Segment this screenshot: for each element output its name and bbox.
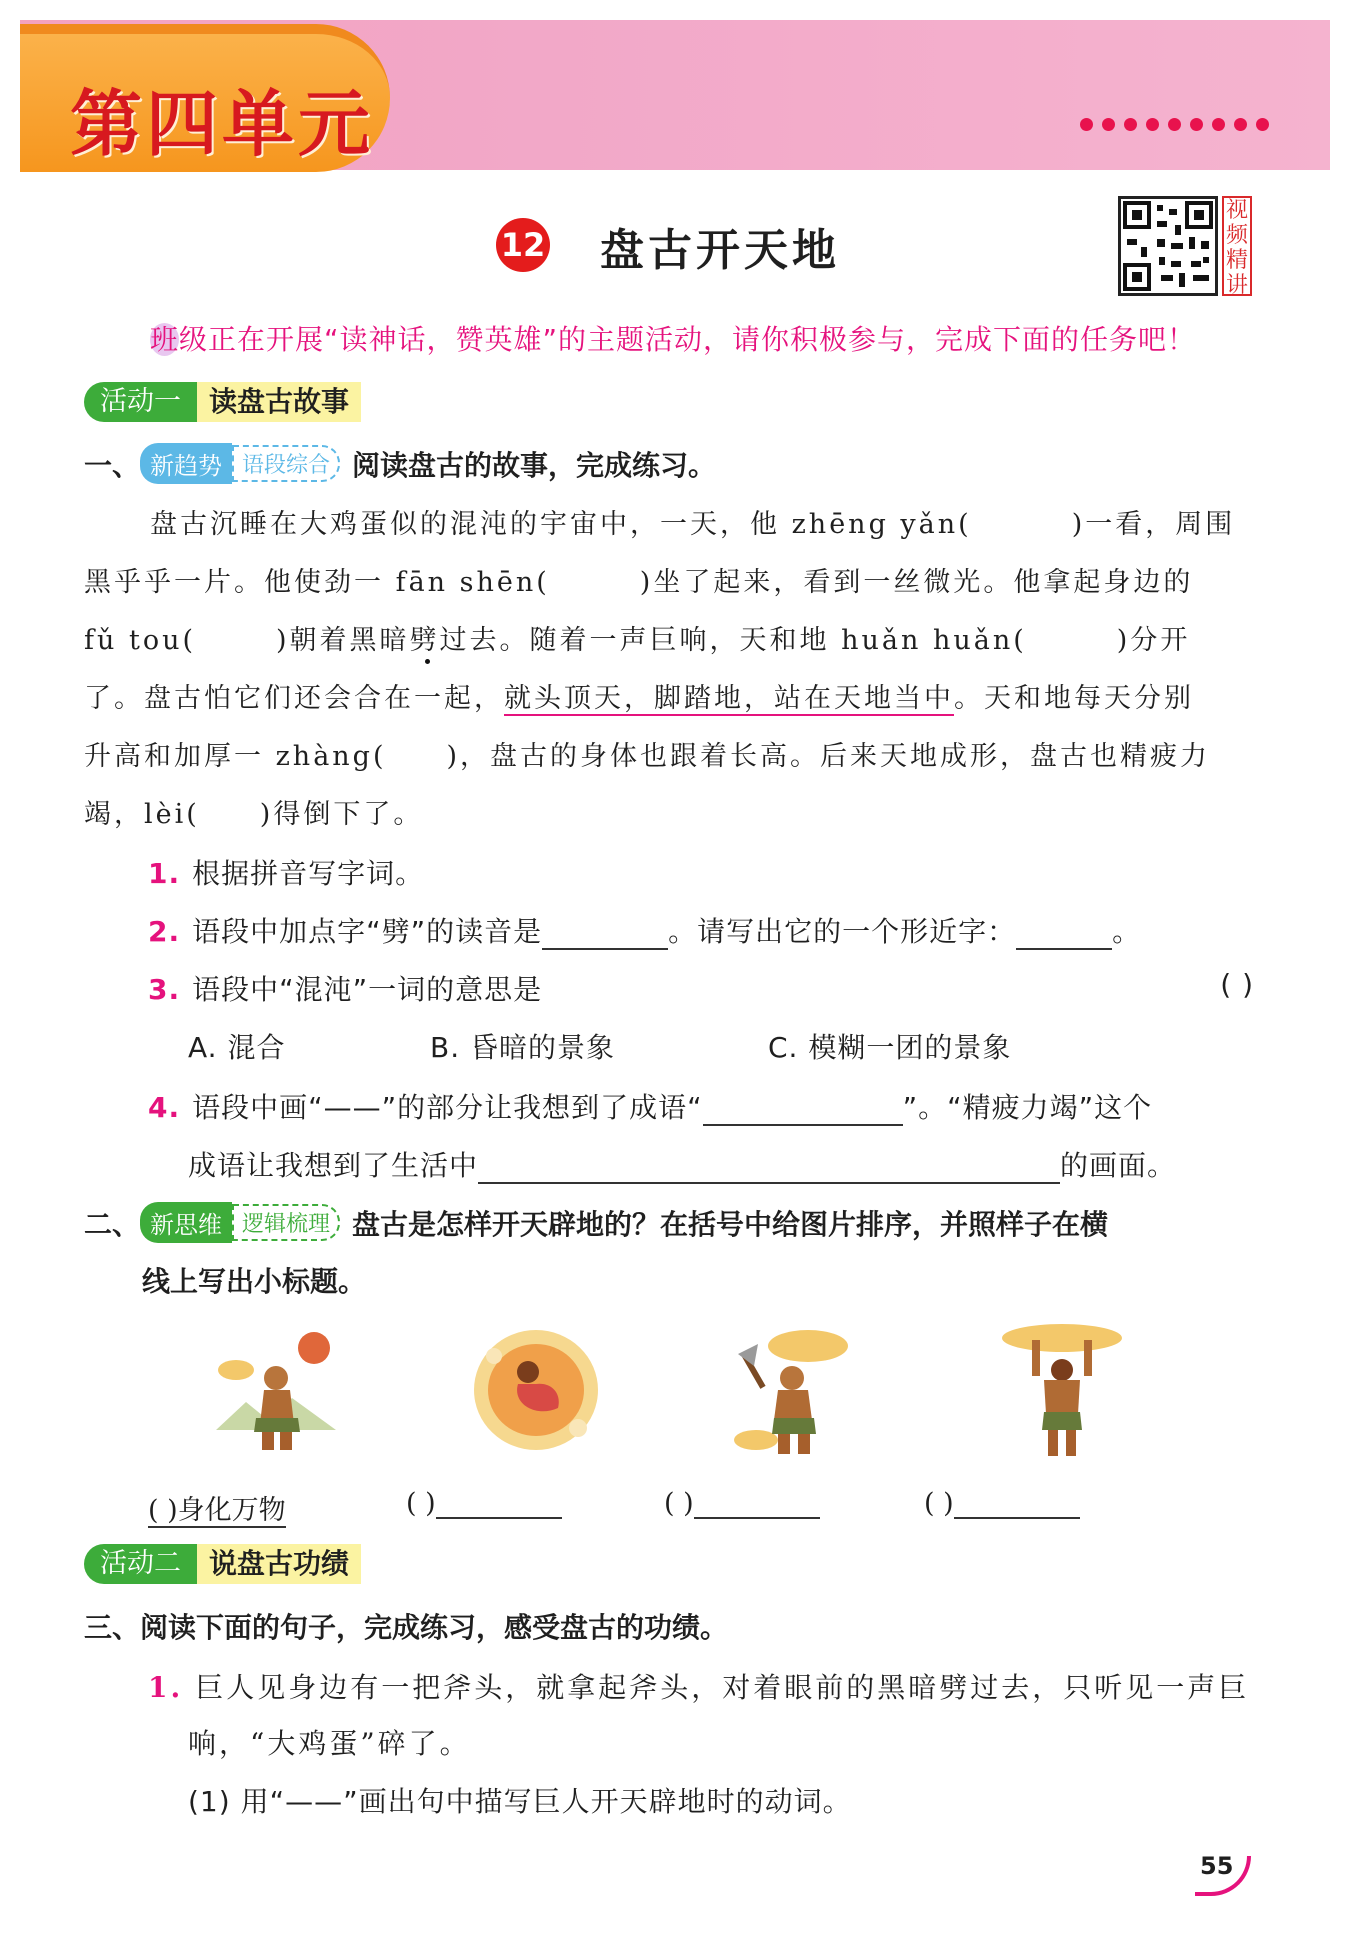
question-1-heading: 一、 新趋势 语段综合 阅读盘古的故事，完成练习。 <box>84 443 716 484</box>
passage-line-6: 竭，lèi( )得倒下了。 <box>84 799 424 830</box>
picture-sleeping-egg <box>466 1320 606 1460</box>
option-b[interactable]: B. 昏暗的景象 <box>430 1031 616 1064</box>
answer-line[interactable] <box>478 1156 1060 1184</box>
question-3-heading: 三、阅读下面的句子，完成练习，感受盘古的功绩。 <box>84 1611 729 1644</box>
caption-4[interactable]: ( ) <box>924 1488 1080 1519</box>
activity-2-header: 活动二 说盘古功绩 <box>84 1544 361 1584</box>
answer-line[interactable] <box>703 1098 903 1126</box>
q1-item-4: 4. 语段中画“——”的部分让我想到了成语“ ”。“精疲力竭”这个 <box>148 1091 1153 1124</box>
answer-line <box>694 1491 820 1519</box>
q1-item-4-cont: 成语让我想到了生活中 的画面。 <box>188 1149 1177 1182</box>
underlined-phrase: 就头顶天，脚踏地，站在天地当中 <box>504 683 954 714</box>
dotted-char: 劈 <box>409 625 440 656</box>
caption-1: ( )身化万物 <box>148 1495 286 1526</box>
unit-title: 第四单元 <box>70 82 375 166</box>
lesson-title: 盘古开天地 <box>600 225 840 276</box>
q1-item-3: 3. 语段中“混沌”一词的意思是 ( ) <box>148 968 1254 1006</box>
picture-axe-splitting <box>728 1320 868 1460</box>
passage-line-3: fǔ tou( )朝着黑暗劈过去。随着一声巨响，天和地 huǎn huǎn( )分开 <box>84 625 1191 656</box>
lesson-number-badge: 12 <box>496 218 550 272</box>
option-c[interactable]: C. 模糊一团的景象 <box>768 1031 1012 1064</box>
qr-label: 视频精讲 <box>1222 196 1252 296</box>
activity-1-header: 活动一 读盘古故事 <box>84 382 361 422</box>
q3-sentence-1-cont: 响，“大鸡蛋”碎了。 <box>188 1727 471 1760</box>
page-number: 55 <box>1200 1852 1234 1880</box>
intro-text: 班级正在开展“读神话，赞英雄”的主题活动，请你积极参与，完成下面的任务吧！ <box>150 323 1197 356</box>
answer-line <box>954 1491 1080 1519</box>
q3-subquestion-1: (1) 用“——”画出句中描写巨人开天辟地时的动词。 <box>188 1785 852 1818</box>
answer-line[interactable] <box>1016 922 1112 950</box>
caption-2[interactable]: ( ) <box>406 1488 562 1519</box>
q1-item-2: 2. 语段中加点字“劈”的读音是 。请写出它的一个形近字： 。 <box>148 915 1142 948</box>
question-2-heading-cont: 线上写出小标题。 <box>142 1265 367 1298</box>
picture-body-transform <box>206 1320 346 1460</box>
option-a[interactable]: A. 混合 <box>188 1031 286 1064</box>
decorative-dots <box>1080 118 1269 131</box>
answer-line[interactable] <box>542 922 668 950</box>
caption-3[interactable]: ( ) <box>664 1488 820 1519</box>
passage-line-1: 盘古沉睡在大鸡蛋似的混沌的宇宙中，一天，他 zhēng yǎn( )一看，周围 <box>150 509 1236 540</box>
q3-sentence-1: 1. 巨人见身边有一把斧头，就拿起斧头，对着眼前的黑暗劈过去，只听见一声巨 <box>148 1671 1250 1704</box>
passage-line-2: 黑乎乎一片。他使劲一 fān shēn( )坐了起来，看到一丝微光。他拿起身边的 <box>84 567 1194 598</box>
question-2-heading: 二、 新思维 逻辑梳理 盘古是怎样开天辟地的？在括号中给图片排序，并照样子在横 <box>84 1202 1108 1243</box>
q1-item-1: 1. 根据拼音写字词。 <box>148 857 425 890</box>
answer-paren[interactable]: ( ) <box>1220 968 1254 1001</box>
passage-line-4: 了。盘古怕它们还会合在一起，就头顶天，脚踏地，站在天地当中。天和地每天分别 <box>84 683 1194 714</box>
passage-line-5: 升高和加厚一 zhàng( )，盘古的身体也跟着长高。后来天地成形，盘古也精疲力 <box>84 741 1211 772</box>
answer-line <box>436 1491 562 1519</box>
qr-code-icon[interactable] <box>1118 196 1218 296</box>
picture-holding-sky <box>992 1320 1132 1460</box>
